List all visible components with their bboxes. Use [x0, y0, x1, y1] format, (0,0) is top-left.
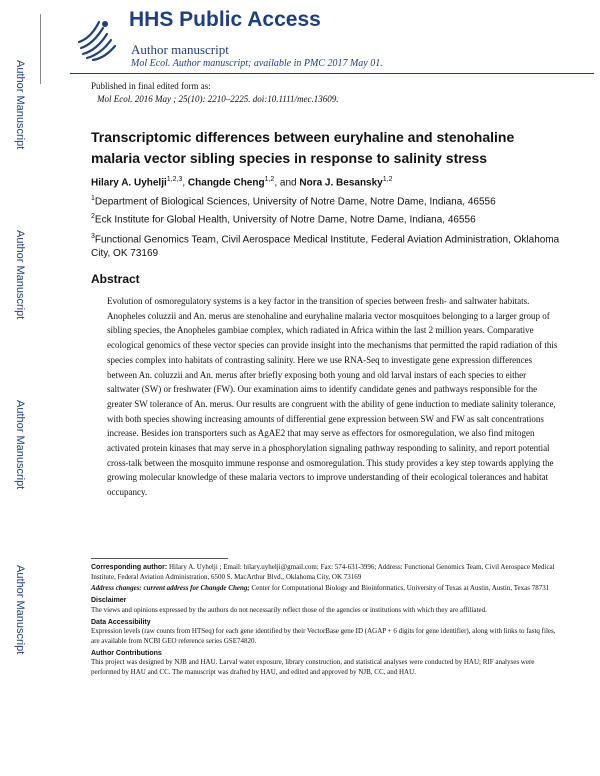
author-name: Hilary A. Uyhelji: [91, 177, 167, 189]
data-accessibility-text: Expression levels (raw counts from HTSeq) for each gene identified by their VectorBase gene ID (AGAP + 6 digits for gene identifier), along with links to fastq files, are available from NCBI GEO reference series GSE74820.: [91, 627, 556, 645]
affiliation: [91, 230, 561, 261]
abstract-body: Evolution of osmoregulatory systems is a key factor in the transition of species between fresh- and saltwater habitats. Anopheles coluzzii and An. merus are stenohaline and euryhaline malaria vector mosquitoes belonging to a larger group of sibling species, the Anopheles gambiae complex, which radiated in Africa within the last 2 million years. Comparative ecological genomics of these vector species can provide insight into the mechanisms that permitted the rapid radiation of this species complex into habitats of contrasting salinity. Here we use RNA-Seq to investigate gene expression differences between An. coluzzii and An. merus after briefly exposing both young and old larval instars of each species to either saltwater (SW) or freshwater (FW). Our examination aims to identify candidate genes and pathways responsible for the greater SW tolerance of An. merus. Our results are congruent with the ability of gene induction to mediate salinity tolerance, with both species showing increasing amounts of differential gene expression between SW and FW as salt concentrations increase. Besides ion transporters such as AgAE2 that may serve as effectors for osmoregulation, we also find mitogen activated protein kinases that may serve in a phosphorylation signaling pathway responding to salinity, and report potential cross-talk between the mosquito immune response and osmoregulation. This study provides a key step towards applying the growing molecular knowledge of these malaria vectors to improve understanding of their ecological tolerances and habitat occupancy.: [107, 296, 558, 498]
affiliation-number: 1: [91, 195, 95, 202]
addr-text: Center for Computational Biology and Bioinformatics, University of Texas at Austin, Austin, Texas 78731: [249, 584, 550, 593]
author-list: Hilary A. Uyhelji$^{1,2,3}$, Changde Cheng$^{1,2}$, and Nora J. Besansky$^{1,2}$: [91, 176, 393, 189]
author-affil-sup: 1,2: [382, 176, 393, 183]
affiliation: [91, 192, 561, 209]
left-rail: [0, 0, 40, 776]
rail-divider: [40, 14, 41, 84]
rail-label: Author Manuscript: [14, 400, 26, 490]
author-affil-sup: 1,2: [264, 176, 275, 183]
author-contributions-heading: Author Contributions: [91, 649, 162, 657]
rail-label: Author Manuscript: [14, 565, 26, 655]
hhs-eagle-logo-icon: [75, 14, 119, 64]
header-divider: [70, 73, 594, 74]
citation-line: Mol Ecol. 2016 May ; 25(10): 2210–2225. doi:10.1111/mec.13609.: [97, 94, 339, 104]
affiliation-text: Eck Institute for Global Health, University of Notre Dame, Notre Dame, Indiana, 46556: [94, 214, 476, 226]
disclaimer-text: The views and opinions expressed by the authors do not necessarily reflect those of the agencies or institutions with which they are affiliated.: [91, 605, 487, 614]
availability-note: Mol Ecol. Author manuscript; available in PMC 2017 May 01.: [131, 58, 383, 69]
publication-info: [91, 80, 338, 106]
affiliation-number: 3: [91, 233, 95, 240]
footnotes: [91, 563, 561, 680]
paper-title: Transcriptomic differences between euryhaline and stenohaline malaria vector sibling species in response to salinity stress: [91, 129, 515, 166]
author-name: Changde Cheng: [187, 177, 265, 189]
author-affil-sup: 1,2,3: [166, 176, 183, 183]
manuscript-type: Author manuscript: [131, 42, 229, 57]
address-change-note: [91, 584, 561, 594]
data-accessibility-heading: Data Accessibility: [91, 618, 151, 626]
disclaimer-heading: Disclaimer: [91, 597, 127, 605]
author-name: Nora J. Besansky: [299, 177, 383, 189]
affiliation: [91, 210, 561, 227]
author-conjunction: , and: [274, 177, 300, 189]
footnote-divider: [91, 558, 228, 559]
corresponding-author-note: [91, 563, 561, 582]
affiliation-number: 2: [91, 213, 95, 220]
abstract-heading: Abstract: [91, 272, 140, 286]
corr-label: Corresponding author:: [91, 564, 168, 571]
affiliation-text: Functional Genomics Team, Civil Aerospace Medical Institute, Federal Aviation Administration, Oklahoma City, OK 73169: [91, 234, 560, 260]
addr-label: Address changes: current address for Changde Cheng;: [91, 584, 250, 593]
corr-text: Hilary A. Uyhelji ; Email: hilary.uyhelji@gmail.com; Fax: 574-631-3996; Address: Functional Genomics Team, Civil Aerospace Medical Institute, Federal Aviation Administration, 6500 S. MacArthur Blvd., Oklahoma City, OK 73169: [91, 563, 555, 581]
author-contributions-text: This project was designed by NJB and HAU. Larval water exposure, library construction, and statistical analyses were conducted by HAU; RIF analyses were performed by HAU and CC. The manuscript was drafted by HAU, and edited and approved by NJB, CC, and HAU.: [91, 658, 535, 677]
rail-label: Author Manuscript: [14, 60, 26, 150]
affiliation-text: Department of Biological Sciences, University of Notre Dame, Notre Dame, Indiana, 46556: [94, 196, 496, 208]
pubinfo-line: Published in final edited form as:: [91, 81, 211, 91]
hhs-title: HHS Public Access: [129, 8, 321, 31]
rail-label: Author Manuscript: [14, 230, 26, 320]
